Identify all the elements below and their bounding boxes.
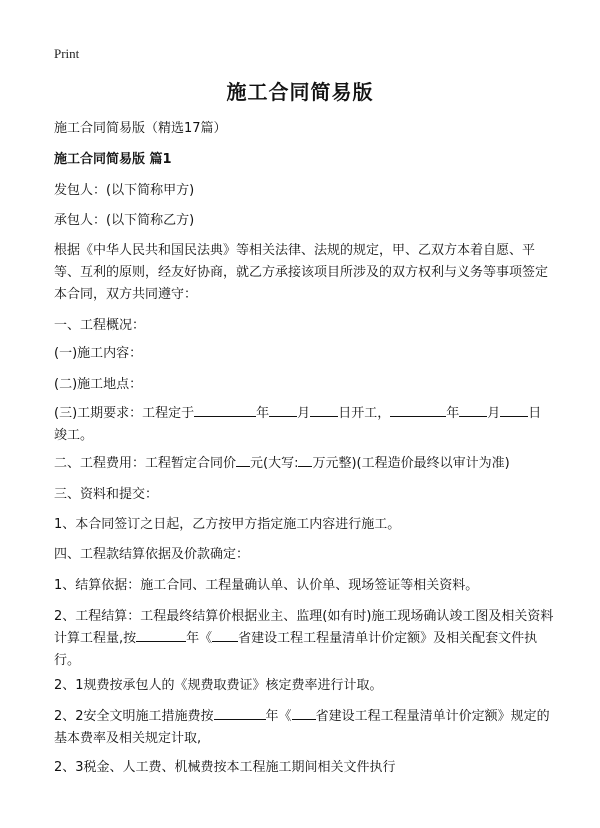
safety-fee-text-1: 2、2安全文明施工措施费按 — [54, 709, 214, 724]
cost-text-2: 元(大写: — [250, 456, 299, 471]
settlement-year-blank — [136, 628, 186, 642]
period-text-year1: 年 — [256, 406, 270, 421]
period-text-day1: 日开工， — [338, 406, 391, 421]
period-text-day2: 日竣工。 — [54, 406, 542, 443]
party-a-line: 发包人：(以下简称甲方) — [54, 183, 195, 198]
cost-text-3: 万元整)(工程造价最终以审计为准) — [312, 456, 510, 471]
document-subtitle: 施工合同简易版（精选17篇） — [54, 121, 227, 136]
section-4-item-2 — [54, 606, 554, 672]
cost-text-1: 二、工程费用：工程暂定合同价 — [54, 456, 237, 471]
section-4-item-2-2 — [54, 706, 554, 750]
section-2-paragraph — [54, 453, 554, 475]
section-3-heading: 三、资料和提交： — [54, 487, 159, 502]
document-title: 施工合同简易版 — [226, 80, 374, 104]
period-text-1: (三)工期要求：工程定于 — [54, 406, 195, 421]
section-3-item-1: 1、本合同签订之日起，乙方按甲方指定施工内容进行施工。 — [54, 517, 401, 532]
construction-period-paragraph — [54, 403, 554, 447]
section-heading: 施工合同简易版 篇1 — [54, 152, 172, 167]
safety-fee-text-3: 省建设工程工程量清单计价定额》规定的基本费率及相关规定计取, — [54, 709, 550, 746]
amount-words-blank — [298, 453, 312, 467]
start-year-blank — [194, 403, 256, 417]
end-month-blank — [459, 403, 487, 417]
section-1-heading: 一、工程概况： — [54, 318, 146, 333]
period-text-year2: 年 — [446, 406, 460, 421]
section-4-item-2-1: 2、1规费按承包人的《规费取费证》核定费率进行计取。 — [54, 678, 383, 693]
construction-content-line: (一)施工内容： — [54, 346, 143, 361]
party-b-line: 承包人：(以下简称乙方) — [54, 213, 195, 228]
settlement-text-2: 年《 — [186, 631, 213, 646]
safety-fee-province-blank — [292, 706, 316, 720]
settlement-text-3: 省建设工程工程量清单计价定额》及相关配套文件执行。 — [54, 631, 538, 668]
settlement-province-blank — [212, 628, 238, 642]
settlement-text-1: 2、工程结算：工程最终结算价根据业主、监理(如有时)施工现场确认竣工图及相关资料计算工程量,按 — [54, 609, 554, 646]
section-4-item-1: 1、结算依据：施工合同、工程量确认单、认价单、现场签证等相关资料。 — [54, 578, 479, 593]
end-day-blank — [500, 403, 528, 417]
amount-blank — [236, 453, 250, 467]
section-4-heading: 四、工程款结算依据及价款确定： — [54, 547, 250, 562]
start-day-blank — [310, 403, 338, 417]
end-year-blank — [390, 403, 446, 417]
start-month-blank — [269, 403, 297, 417]
preamble-paragraph: 根据《中华人民共和国民法典》等相关法律、法规的规定，甲、乙双方本着自愿、平等、互利的原则，经友好协商，就乙方承接该项目所涉及的双方权利与义务等事项签定本合同，双方共同遵守： — [54, 243, 549, 302]
period-text-month1: 月 — [297, 406, 311, 421]
section-4-item-2-3: 2、3税金、人工费、机械费按本工程施工期间相关文件执行 — [54, 760, 396, 775]
period-text-month2: 月 — [487, 406, 501, 421]
safety-fee-text-2: 年《 — [265, 709, 292, 724]
safety-fee-year-blank — [214, 706, 266, 720]
construction-location-line: (二)施工地点： — [54, 377, 143, 392]
print-link[interactable]: Print — [54, 46, 80, 61]
